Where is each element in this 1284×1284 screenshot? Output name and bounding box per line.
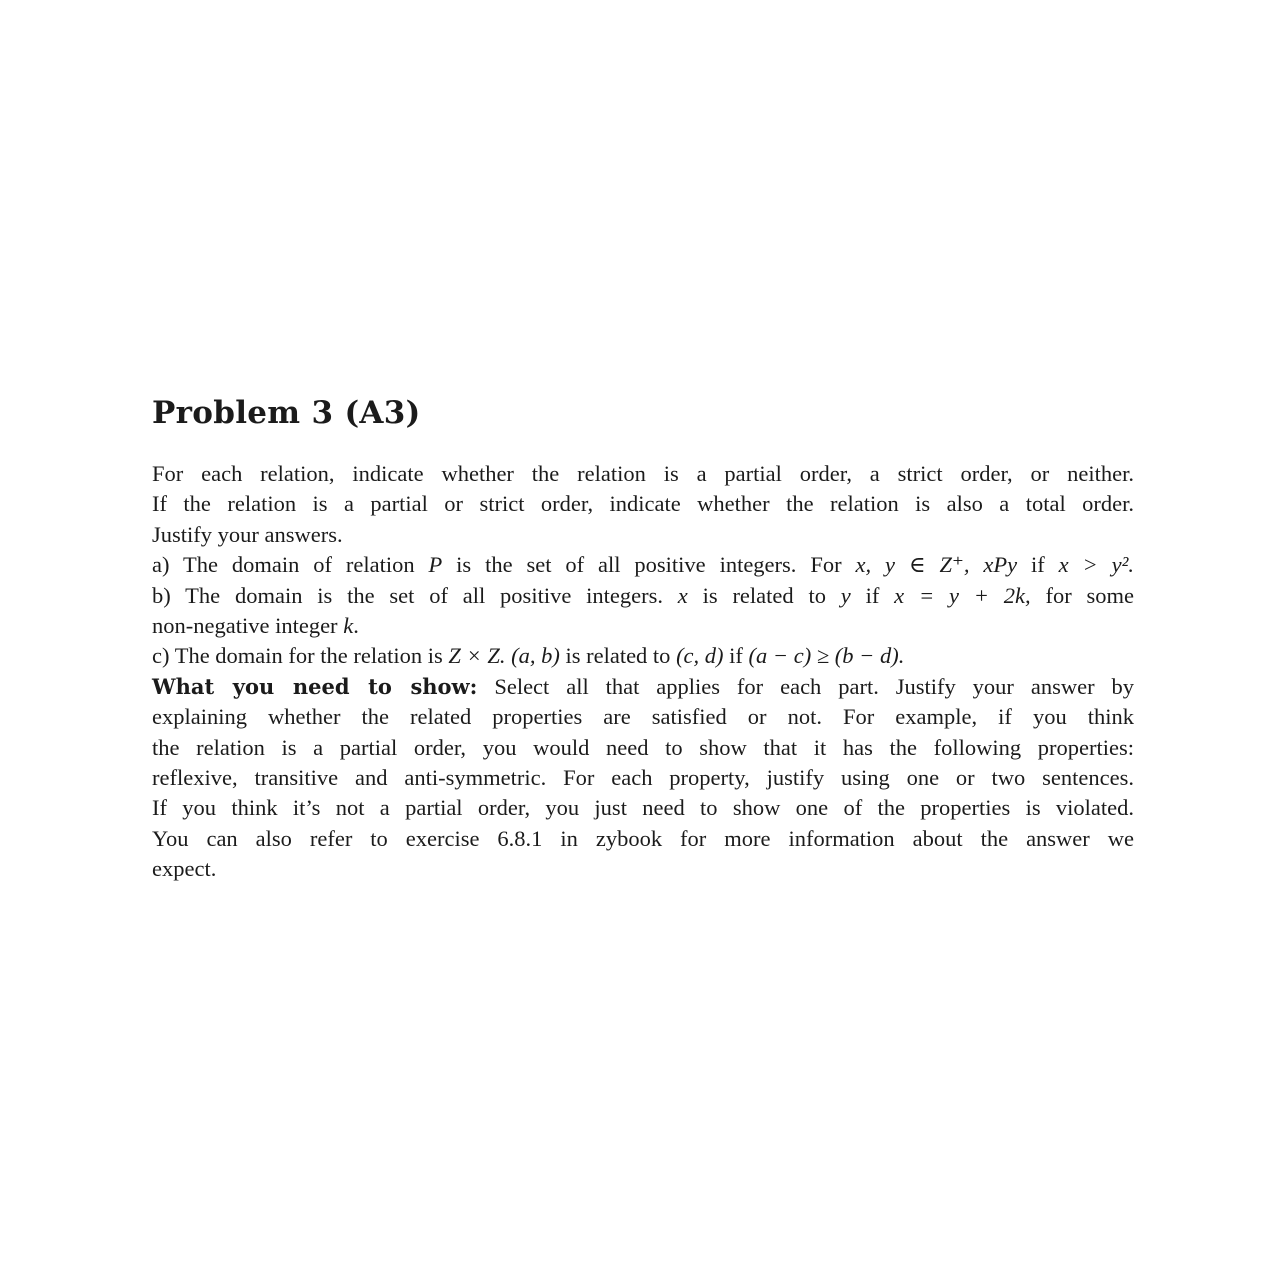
part-b-line-1 — [152, 581, 1134, 611]
part-a-condition: x, y ∈ Z⁺, xPy — [855, 552, 1018, 578]
part-c-pair2: (c, d) — [676, 643, 724, 669]
part-c-domain: Z × Z. — [448, 643, 506, 669]
part-b-line2-prefix: non-negative integer — [152, 613, 344, 639]
part-c-if: if — [723, 643, 749, 669]
part-b-if: if — [850, 582, 895, 608]
what-to-show-label: What you need to show: — [152, 673, 478, 699]
part-c-prefix: c) The domain for the relation is — [152, 643, 449, 669]
part-a-if: if — [1017, 552, 1059, 578]
part-c-condition: (a − c) ≥ (b − d). — [748, 643, 905, 669]
part-b-line2-suffix: . — [353, 613, 359, 639]
part-b-line-2 — [152, 611, 1134, 641]
part-b-prefix: b) The domain is the set of all positive integers. — [152, 582, 678, 608]
part-a-relation: P — [428, 552, 443, 578]
what-to-show-line-4: reflexive, transitive and anti-symmetric. For each property, justify using one or two sentences. — [152, 765, 1134, 791]
part-b-x: x — [677, 582, 688, 608]
what-to-show-line-2: explaining whether the related properties are satisfied or not. For example, if you think — [152, 704, 1134, 730]
part-a-line — [152, 550, 1134, 580]
part-a-prefix: a) The domain of relation — [152, 552, 429, 578]
what-to-show-text-1: Select all that applies for each part. Justify your answer by — [477, 673, 1134, 699]
what-to-show-line-7: expect. — [152, 856, 217, 882]
part-a-middle: is the set of all positive integers. For — [442, 552, 856, 578]
part-b-y: y — [840, 582, 851, 608]
part-c-pair1: (a, b) — [505, 643, 560, 669]
part-b-related: is related to — [687, 582, 841, 608]
part-b-equation: x = y + 2k, — [894, 582, 1031, 608]
part-b-tail: for some — [1030, 582, 1135, 608]
what-to-show-line-1 — [152, 672, 1134, 702]
problem-body — [152, 459, 1134, 885]
intro-line-2: If the relation is a partial or strict order, indicate whether the relation is also a total order. — [152, 491, 1134, 517]
part-b-k: k — [343, 613, 354, 639]
what-to-show-line-5: If you think it’s not a partial order, you just need to show one of the properties is violated. — [152, 795, 1134, 821]
part-a-math: x > y². — [1058, 552, 1134, 578]
what-to-show-line-3: the relation is a partial order, you would need to show that it has the following properties: — [152, 734, 1134, 760]
part-c-related: is related to — [559, 643, 677, 669]
problem-title: Problem 3 (A3) — [152, 395, 421, 431]
part-c-line — [152, 641, 1134, 671]
intro-line-3: Justify your answers. — [152, 521, 343, 547]
intro-line-1: For each relation, indicate whether the relation is a partial order, a strict order, or neither. — [152, 461, 1134, 486]
problem-block — [152, 393, 1134, 885]
what-to-show-line-6: You can also refer to exercise 6.8.1 in zybook for more information about the answer we — [152, 825, 1134, 851]
